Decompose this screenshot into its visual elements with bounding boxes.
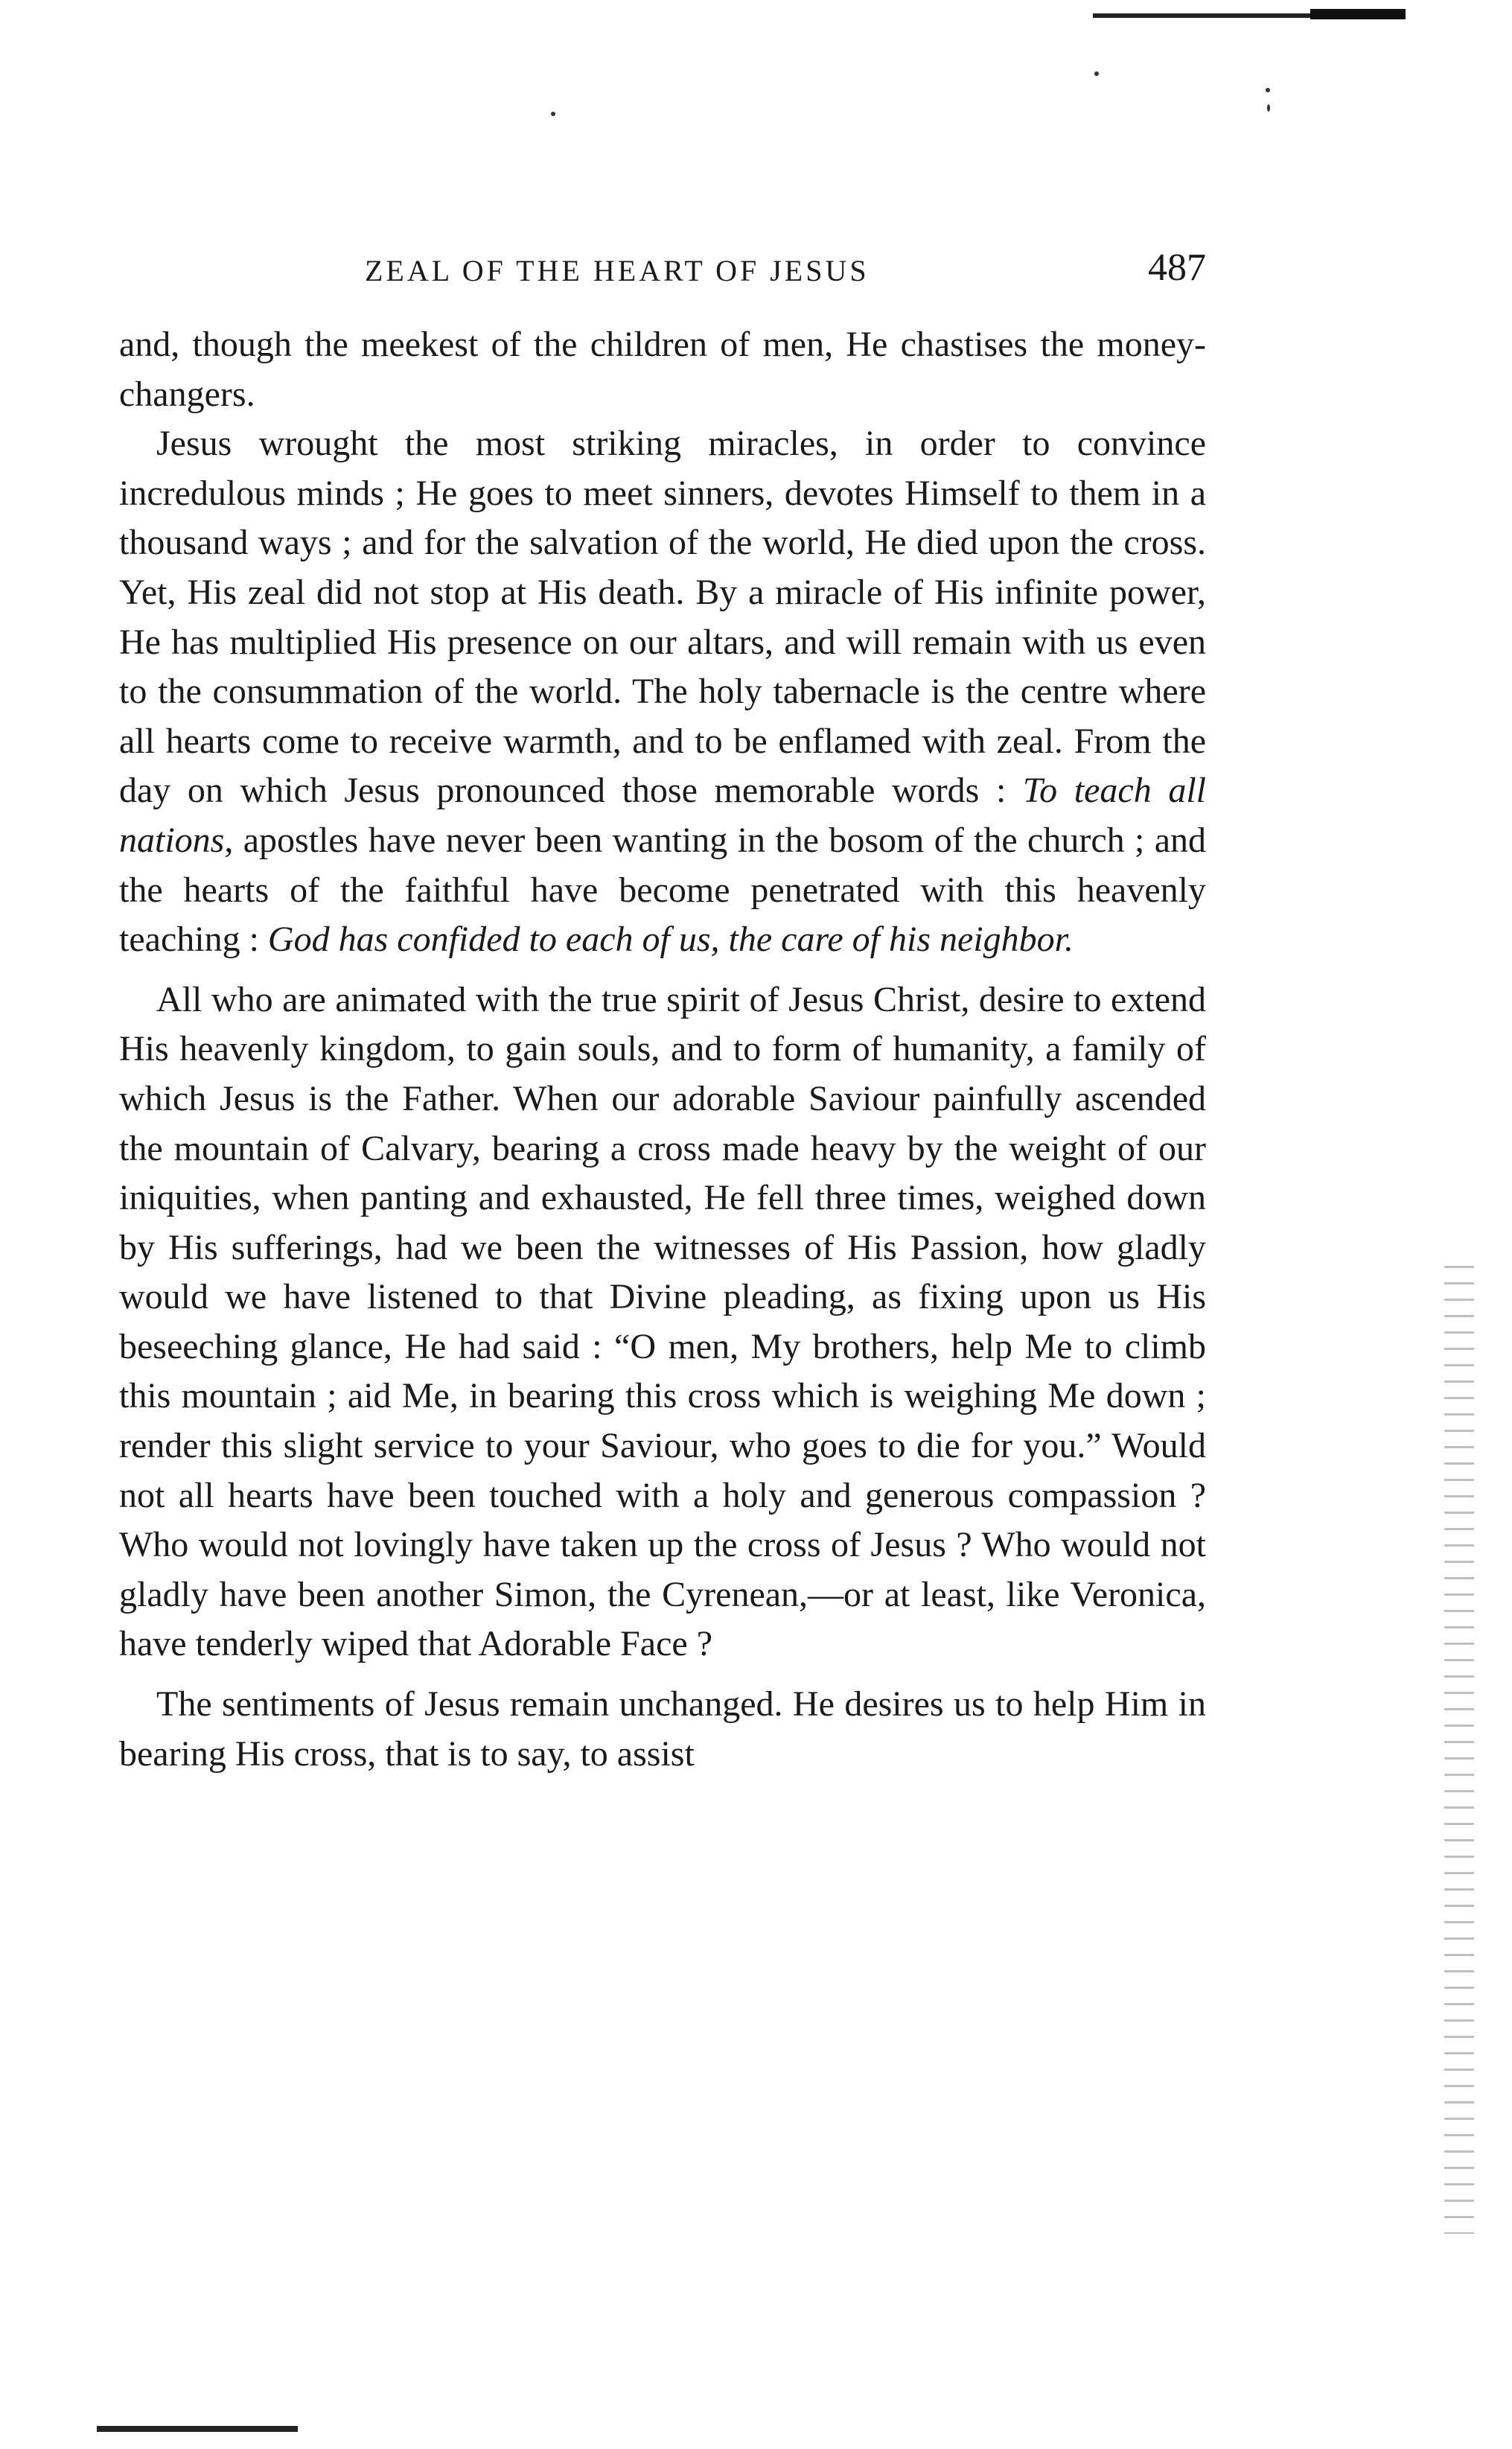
running-head bbox=[119, 246, 1206, 298]
bottom-edge-rule bbox=[97, 2426, 298, 2432]
italic-run: To teach all nations bbox=[119, 771, 1207, 860]
paragraph bbox=[119, 1680, 1206, 1779]
text-run: , apostles have never been wanting in the bosom of the church ; and the hearts of the faithful have become penetrated with this heavenly teaching : bbox=[119, 820, 1206, 960]
italic-run: God has confided to each of us, the care of his neighbor. bbox=[267, 920, 1074, 960]
paragraph bbox=[119, 320, 1206, 419]
text-run: All who are animated with the true spirit of Jesus Christ, desire to extend His heavenly kingdom, to gain souls, and to form of humanity, a family of which Jesus is the Father. When our adorable Saviour painfully ascended the mountain of Calvary, bearing a cross made heavy by the weight of our iniquities, when panting and exhausted, He fell three times, weighed down by His sufferings, had we been the witnesses of His Passion, how gladly would we have listened to that Divine pleading, as fixing upon us His beseeching glance, He had said : “O men, My brothers, help Me to climb this mountain ; aid Me, in bearing this cross which is weighing Me down ; render this slight service to your Saviour, who goes to die for you.” Would not all hearts have been touched with a holy and generous compassion ? Who would not lovingly have taken up the cross of Jesus ? Who would not gladly have been another Simon, the Cyrenean,—or at least, like Veronica, have tenderly wiped that Adorable Face ? bbox=[119, 979, 1206, 1664]
body-text bbox=[119, 320, 1206, 1779]
paragraph bbox=[119, 419, 1206, 965]
scan-speck bbox=[1267, 104, 1270, 112]
text-run: The sentiments of Jesus remain unchanged. He desires us to help Him in bearing His cross, that is to say, to assist bbox=[119, 1684, 1206, 1774]
scan-speck bbox=[1266, 88, 1270, 92]
top-edge-mark bbox=[1310, 9, 1406, 19]
scan-speck bbox=[551, 112, 555, 116]
scan-edge-marks bbox=[1444, 1266, 1474, 2234]
paragraph bbox=[119, 975, 1206, 1669]
scan-speck bbox=[1094, 71, 1099, 76]
running-title: ZEAL OF THE HEART OF JESUS bbox=[365, 254, 870, 287]
text-run: and, though the meekest of the children of men, He chastises the money-changers. bbox=[119, 325, 1206, 414]
page-number: 487 bbox=[1148, 246, 1206, 289]
text-run: Jesus wrought the most striking miracles, in order to convince incredulous minds ; He goes to meet sinners, devotes Himself to them in a thousand ways ; and for the salvation of the world, He died upon the cross. Yet, His zeal did not stop at His death. By a miracle of His infinite power, He has multiplied His presence on our altars, and will remain with us even to the consummation of the world. The holy tabernacle is the centre where all hearts come to receive warmth, and to be enflamed with zeal. From the day on which Jesus pronounced those memorable words : bbox=[119, 424, 1206, 811]
